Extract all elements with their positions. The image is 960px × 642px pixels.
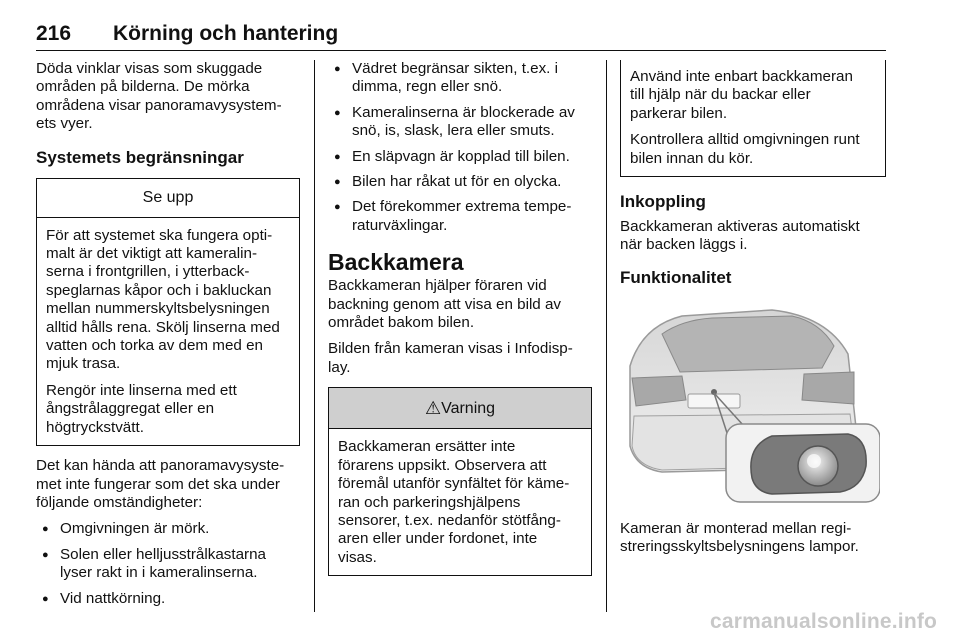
backkamera-paragraph: Backkameran hjälper föraren vid backning genom att visa en bild av området bakom bilen. (328, 277, 562, 332)
caution-paragraph: För att systemet ska fungera opti- malt är det viktigt att kameralin- serna i frontgrillen, i ytterback- speglarnas kåpor och i bakluckan mellan nummerskyltsbelysningen alltid hålls rena. Skölj linserna med vatten och torka av dem med en mjuk trasa. (46, 226, 280, 373)
caution-box (36, 178, 300, 446)
infodisplay-paragraph: Bilden från kameran visas i Infodisp- lay. (328, 340, 573, 376)
page-number: 216 (36, 22, 72, 45)
section-heading-funktionalitet: Funktionalitet (620, 267, 732, 287)
list-item: ● Vädret begränsar sikten, t.ex. i dimma, regn eller snö. (328, 60, 592, 97)
conditions-list-continued (328, 60, 592, 235)
image-caption: Kameran är monterad mellan regi- streringsskyltsbelysningens lampor. (620, 520, 859, 556)
warning-box-continued (620, 60, 886, 177)
conditions-list (36, 520, 300, 608)
warning-text: Använd inte enbart backkameran till hjälp när du backar eller parkerar bilen. (630, 68, 853, 122)
column-divider (314, 60, 315, 612)
chapter-title: Körning och hantering (113, 22, 339, 45)
caution-title: Se upp (37, 179, 299, 218)
list-item: ● Bilen har råkat ut för en olycka. (328, 173, 592, 191)
caption-block (620, 520, 886, 557)
intro-paragraph: Döda vinklar visas som skuggade områden på bilderna. De mörka områdena visar panoramavysystem- ets vyer. (36, 60, 282, 133)
column-3 (620, 60, 886, 288)
caution-paragraph: Rengör inte linserna med ett ångstrålaggregat eller en högtryckstvätt. (46, 381, 237, 436)
list-item: ● Omgivningen är mörk. (36, 520, 300, 538)
page-header (36, 20, 886, 51)
inkoppling-paragraph: Backkameran aktiveras automatiskt när backen läggs i. (620, 218, 860, 254)
conditions-paragraph: Det kan hända att panoramavysyste- met inte fungerar som det ska under följande omständigheter: (36, 457, 285, 511)
section-heading-limitations: Systemets begränsningar (36, 147, 244, 167)
column-2 (328, 60, 592, 576)
warning-title: Varning (441, 400, 496, 418)
watermark-text: carmanualsonline.info (710, 610, 938, 633)
column-1 (36, 60, 300, 615)
list-item: ● En släpvagn är kopplad till bilen. (328, 148, 592, 166)
list-item: ● Det förekommer extrema tempe- raturväxlingar. (328, 198, 592, 235)
list-item: ● Vid nattkörning. (36, 590, 300, 608)
warning-box (328, 387, 592, 576)
warning-text: Kontrollera alltid omgivningen runt bilen innan du kör. (630, 131, 860, 167)
rear-camera-illustration (622, 296, 880, 504)
list-item: ● Kameralinserna är blockerade av snö, is, slask, lera eller smuts. (328, 104, 592, 141)
warning-triangle-icon: ⚠ (424, 398, 442, 419)
section-heading-inkoppling: Inkoppling (620, 192, 706, 212)
warning-text: Backkameran ersätter inte förarens uppsikt. Observera att föremål utanför synfältet för käme- ran och parkeringshjälpens sensorer, t.ex. nedanför stötfång- aren eller under fordonet, inte visas. (338, 438, 570, 566)
column-divider (606, 60, 607, 612)
warning-header (329, 388, 591, 429)
list-item: ● Solen eller helljusstrålkastarna lyser rakt in i kameralinserna. (36, 546, 300, 583)
section-heading-backkamera: Backkamera (328, 249, 464, 276)
